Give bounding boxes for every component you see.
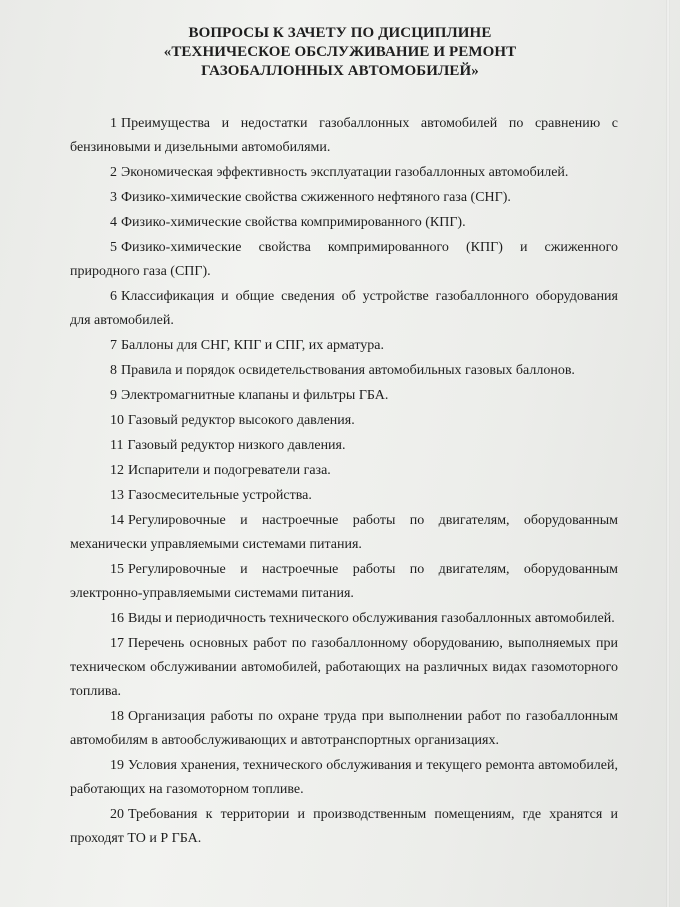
question-text: Правила и порядок освидетельствования автомобильных газовых баллонов.	[121, 363, 575, 378]
question-item	[70, 186, 618, 210]
question-number: 2	[110, 165, 117, 180]
question-item	[70, 236, 618, 284]
question-text: Газовый редуктор высокого давления.	[128, 413, 355, 428]
question-item	[70, 754, 618, 802]
question-text: Требования к территории и производственным помещениям, где хранятся и проходят ТО и Р ГБА.	[70, 807, 618, 846]
question-item	[70, 112, 618, 160]
question-item	[70, 632, 618, 704]
question-text: Физико-химические свойства сжиженного нефтяного газа (СНГ).	[121, 190, 511, 205]
question-text: Организация работы по охране труда при выполнении работ по газобаллонным автомобилям в автообслуживающих и автотранспортных организациях.	[70, 709, 618, 748]
question-item	[70, 285, 618, 333]
title-line-2: «ТЕХНИЧЕСКОЕ ОБСЛУЖИВАНИЕ И РЕМОНТ	[163, 44, 517, 60]
question-number: 10	[110, 413, 124, 428]
question-text: Регулировочные и настроечные работы по двигателям, оборудованным электронно-управляемыми системами питания.	[70, 562, 618, 601]
question-text: Классификация и общие сведения об устройстве газобаллонного оборудования для автомобилей.	[70, 289, 618, 328]
question-text: Баллоны для СНГ, КПГ и СПГ, их арматура.	[121, 338, 385, 353]
question-text: Газосмесительные устройства.	[128, 488, 312, 503]
paper-fold	[666, 0, 670, 907]
question-number: 20	[110, 807, 124, 822]
question-number: 14	[110, 513, 124, 528]
question-item	[70, 607, 618, 631]
question-item	[70, 211, 618, 235]
question-number: 11	[110, 438, 124, 453]
question-text: Перечень основных работ по газобаллонному оборудованию, выполняемых при техническом обслуживании автомобилей, работающих на различных видах газомоторного топлива.	[70, 636, 618, 699]
question-number: 8	[110, 363, 117, 378]
title-line-3: ГАЗОБАЛЛОННЫХ АВТОМОБИЛЕЙ»	[201, 63, 479, 79]
question-number: 15	[110, 562, 124, 577]
question-text: Виды и периодичность технического обслуживания газобаллонных автомобилей.	[128, 611, 615, 626]
question-number: 7	[110, 338, 117, 353]
question-item	[70, 334, 618, 358]
question-number: 3	[110, 190, 117, 205]
question-number: 1	[110, 116, 117, 131]
questions-list	[70, 112, 618, 852]
question-text: Экономическая эффективность эксплуатации газобаллонных автомобилей.	[121, 165, 569, 180]
question-text: Физико-химические свойства компримированного (КПГ).	[121, 215, 466, 230]
question-item	[70, 459, 618, 483]
question-number: 17	[110, 636, 124, 651]
question-text: Испарители и подогреватели газа.	[128, 463, 331, 478]
question-number: 18	[110, 709, 124, 724]
question-text: Условия хранения, технического обслуживания и текущего ремонта автомобилей, работающих на газомоторном топливе.	[70, 758, 618, 797]
question-text: Регулировочные и настроечные работы по двигателям, оборудованным механически управляемыми системами питания.	[70, 513, 618, 552]
question-item	[70, 359, 618, 383]
question-item	[70, 803, 618, 851]
question-item	[70, 409, 618, 433]
question-item	[70, 434, 618, 458]
question-item	[70, 705, 618, 753]
question-text: Электромагнитные клапаны и фильтры ГБА.	[121, 388, 389, 403]
document-title	[80, 24, 600, 81]
question-item	[70, 509, 618, 557]
question-number: 9	[110, 388, 117, 403]
question-number: 13	[110, 488, 124, 503]
question-number: 6	[110, 289, 117, 304]
question-item	[70, 558, 618, 606]
question-number: 19	[110, 758, 124, 773]
question-number: 4	[110, 215, 117, 230]
question-item	[70, 484, 618, 508]
question-item	[70, 161, 618, 185]
question-text: Преимущества и недостатки газобаллонных автомобилей по сравнению с бензиновыми и дизельными автомобилями.	[70, 116, 618, 155]
question-number: 12	[110, 463, 124, 478]
title-line-1: ВОПРОСЫ К ЗАЧЕТУ ПО ДИСЦИПЛИНЕ	[188, 25, 492, 41]
question-text: Физико-химические свойства компримированного (КПГ) и сжиженного природного газа (СПГ).	[70, 240, 618, 279]
question-number: 5	[110, 240, 117, 255]
question-item	[70, 384, 618, 408]
question-number: 16	[110, 611, 124, 626]
question-text: Газовый редуктор низкого давления.	[127, 438, 346, 453]
